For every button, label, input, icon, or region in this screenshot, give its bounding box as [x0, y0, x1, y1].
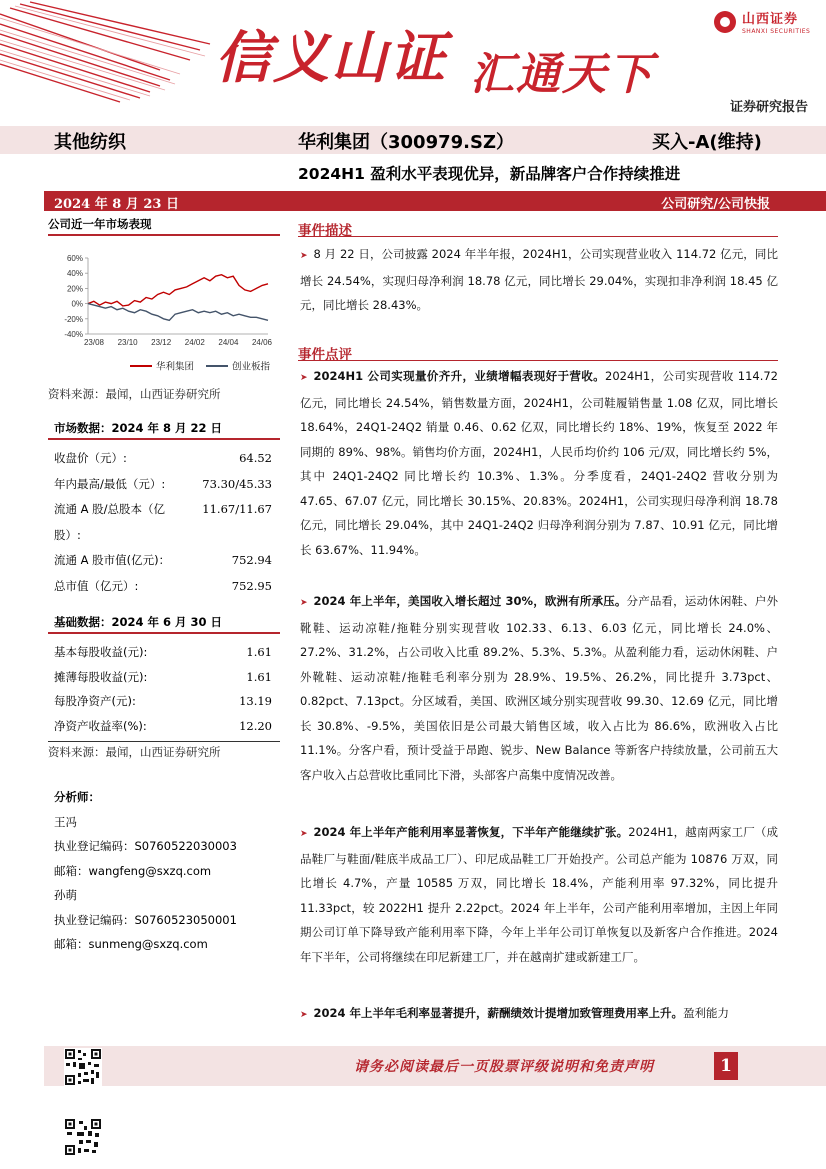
- data-value: 752.95: [231, 578, 272, 593]
- report-date: 2024 年 8 月 23 日: [54, 197, 179, 212]
- data-label: 年内最高/最低（元）:: [54, 476, 166, 491]
- analyst-line: 孙萌: [54, 888, 77, 902]
- data-value: 11.67/11.67: [202, 502, 272, 516]
- chart-legend: [130, 361, 271, 373]
- company-name: 华利集团（300979.SZ）: [298, 132, 514, 153]
- data-label: 净资产收益率(%):: [54, 718, 147, 733]
- data-row: [54, 548, 272, 574]
- series-line-1: [88, 275, 268, 306]
- event-text: 8 月 22 日，公司披露 2024 年半年报，2024H1，公司实现营业收入 114.72 亿元，同比增长 24.54%，实现归母净利润 18.78 亿元，同比增长 29.04%，实现扣非净利润 18.45 亿元，同比增长 28.43%。: [300, 247, 778, 312]
- qr-code-icon[interactable]: [64, 1048, 102, 1086]
- p3-text: 2024H1，越南两家工厂（成品鞋厂与鞋面/鞋底半成品工厂）、印尼成品鞋工厂开始投产。公司总产能为 10876 万双，同比增长 4.7%，产量 10585 万双，同比增长 18.4%，产能利用率 97.32%，同比提升 11.33pct，较 2022H1 提升 2.22pct。2024 年上半年，公司产能利用率增加，主因上年同期公司订单下降导致产能利用率下降，今年上半年公司订单恢复以及新客户合作推进。2024 年下半年，公司将继续在印尼新建工厂，并在越南扩建或新建工厂。: [300, 825, 778, 964]
- slogan-part1: 信义山证: [215, 25, 447, 91]
- data-value: 752.94: [231, 553, 272, 567]
- data-label: 流通 A 股市值(亿元)：: [54, 553, 171, 567]
- market-chart-title: 公司近一年市场表现: [48, 216, 280, 236]
- y-tick-label: -20%: [64, 314, 83, 324]
- disclaimer-notice[interactable]: 请务必阅读最后一页股票评级说明和免责声明: [354, 1059, 654, 1075]
- data-row: [54, 665, 272, 690]
- data-value: 12.20: [239, 718, 272, 733]
- logo-en: SHANXI SECURITIES: [742, 28, 811, 35]
- x-tick-label: 24/06: [251, 338, 273, 347]
- basic-data-section: [54, 614, 272, 738]
- decorative-streaks: [0, 0, 230, 128]
- y-tick-label: 0%: [71, 299, 83, 309]
- y-axis: [64, 254, 88, 339]
- data-label: 基本每股收益(元):: [54, 645, 148, 659]
- data-value: 64.52: [239, 451, 272, 465]
- chart-lines: [88, 275, 268, 321]
- arrow-bullet-icon: ➤: [300, 251, 308, 261]
- analyst-line: 执业登记编码：S0760523050001: [54, 912, 237, 927]
- data-label: 总市值（亿元）:: [54, 578, 139, 593]
- comment-paragraph-4: [300, 1001, 778, 1028]
- arrow-bullet-icon: ➤: [300, 373, 308, 383]
- data-value: 73.30/45.33: [202, 476, 272, 491]
- event-paragraph: [300, 242, 778, 318]
- data-value: 1.61: [246, 669, 272, 684]
- y-tick-label: 20%: [66, 284, 83, 294]
- data-label: 每股净资产(元):: [54, 694, 136, 708]
- basic-data-title: 基础数据：2024 年 6 月 30 日: [48, 614, 280, 634]
- market-data-section: [54, 420, 272, 599]
- analysts: [54, 785, 237, 957]
- legend-label: 华利集团: [156, 361, 195, 373]
- p3-lead: 2024 年上半年产能利用率显著恢复，下半年产能继续扩张。: [313, 825, 629, 839]
- data-row: [54, 523, 272, 549]
- data-value: 1.61: [246, 645, 272, 659]
- industry: 其他纺织: [54, 132, 126, 153]
- y-tick-label: 40%: [66, 269, 83, 279]
- logo-icon: [714, 11, 736, 33]
- data-row: [54, 640, 272, 665]
- market-data-rows: [54, 446, 272, 599]
- x-axis: [84, 334, 273, 347]
- data-row: [54, 446, 272, 472]
- data-value: 13.19: [239, 694, 272, 708]
- p4-lead: 2024 年上半年毛利率显著提升，薪酬绩效计提增加致管理费用率上升。: [313, 1006, 684, 1020]
- y-tick-label: 60%: [66, 254, 83, 263]
- comment-rule: [298, 360, 778, 361]
- company-logo: [714, 8, 810, 35]
- p2-lead: 2024 年上半年，美国收入增长超过 30%，欧洲有所承压。: [313, 594, 627, 608]
- data-row: [54, 689, 272, 714]
- comment-paragraph-1: [300, 364, 778, 562]
- header-banner: [0, 0, 826, 128]
- p4-text: 盈利能力: [683, 1006, 730, 1020]
- event-title: 事件描述: [298, 223, 352, 239]
- arrow-bullet-icon: ➤: [300, 1010, 308, 1020]
- comment-title: 事件点评: [298, 347, 352, 363]
- analyst-line: 王冯: [54, 814, 77, 829]
- legend-label: 创业板指: [232, 361, 271, 373]
- x-tick-label: 24/04: [218, 338, 239, 347]
- p2-text: 分产品看，运动休闲鞋、户外靴鞋、运动凉鞋/拖鞋分别实现营收 102.33、6.13、6.03 亿元，同比增长 24.0%、27.2%、31.2%，占公司收入比重 89.2%、5.3%、5.3%。从盈利能力看，运动休闲鞋、户外靴鞋、运动凉鞋/拖鞋毛利率分别为 28.9%、19.5%、26.2%，同比提升 3.73pct、0.82pct、7.13pct。分区域看，美国、欧洲区域分别实现营收 99.30、12.69 亿元，同比增长 30.8%、-9.5%，美国依旧是公司最大销售区域，收入占比为 86.6%，欧洲收入占比 11.1%。分客户看，预计受益于昂跑、锐步、New Balance 等新客户持续放量，公司前五大客户收入占总营收比重同比下滑，头部客户高集中度情况改善。: [300, 594, 778, 782]
- chart-source: 资料来源：最闻，山西证券研究所: [48, 387, 221, 401]
- analyst-email[interactable]: 邮箱：wangfeng@sxzq.com: [54, 863, 212, 878]
- market-performance-chart: [54, 250, 280, 380]
- market-data-title: 市场数据：2024 年 8 月 22 日: [48, 420, 280, 440]
- report-type: 证券研究报告: [729, 100, 808, 115]
- basic-data-rows: [54, 640, 272, 738]
- qr-code-icon-secondary[interactable]: [64, 1118, 102, 1156]
- basic-data-source: 资料来源：最闻，山西证券研究所: [48, 741, 280, 760]
- event-rule: [298, 236, 778, 237]
- x-tick-label: 23/10: [117, 338, 138, 347]
- arrow-bullet-icon: ➤: [300, 598, 308, 608]
- data-label: 收盘价（元）:: [54, 451, 127, 465]
- headline: 2024H1 盈利水平表现优异，新品牌客户合作持续推进: [298, 165, 681, 183]
- data-label: 股）:: [54, 527, 81, 542]
- arrow-bullet-icon: ➤: [300, 829, 308, 839]
- comment-paragraph-3: [300, 820, 778, 969]
- data-row: [54, 714, 272, 739]
- report-tag: 公司研究/公司快报: [661, 197, 770, 212]
- x-tick-label: 23/12: [151, 338, 172, 347]
- data-row: [54, 497, 272, 523]
- data-label: 流通 A 股/总股本（亿: [54, 502, 166, 516]
- slogan-part2: 汇通天下: [470, 49, 654, 100]
- x-tick-label: 23/08: [83, 338, 105, 347]
- data-label: 摊薄每股收益(元):: [54, 669, 148, 684]
- analyst-line: 执业登记编码：S0760522030003: [54, 839, 237, 853]
- analyst-email[interactable]: 邮箱：sunmeng@sxzq.com: [54, 937, 208, 951]
- p1-text: 2024H1，公司实现营收 114.72 亿元，同比增长 24.54%，销售数量方面，2024H1，公司鞋履销售量 1.08 亿双，同比增长 18.64%，24Q1-24Q2 销量 0.46、0.62 亿双，同比增长约 18%、19%，恢复至 2022 年同期的 89%、98%。销售均价方面，2024H1，人民币均价约 106 元/双，同比增长约 5%，其中 24Q1-24Q2 同比增长约 10.3%、1.3%。分季度看，24Q1-24Q2 营收分别为 47.65、67.07 亿元，同比增长 30.15%、20.83%。2024H1，公司实现归母净利润 18.78 亿元，同比增长 29.04%，其中 24Q1-24Q2 归母净利润分别为 7.87、10.91 亿元，同比增长 63.67%、11.94%。: [300, 369, 778, 557]
- p1-lead: 2024H1 公司实现量价齐升，业绩增幅表现好于营收。: [313, 369, 606, 383]
- analysts-title: 分析师：: [54, 790, 100, 804]
- comment-paragraph-2: [300, 589, 778, 787]
- y-tick-label: -40%: [64, 330, 83, 339]
- left-column: [48, 216, 280, 236]
- series-line-2: [88, 304, 268, 321]
- data-row: [54, 574, 272, 600]
- logo-cn: 山西证券: [742, 12, 799, 27]
- x-tick-label: 24/02: [184, 338, 205, 347]
- page-number: 1: [714, 1052, 738, 1080]
- rating: 买入-A(维持): [652, 132, 762, 153]
- data-row: [54, 472, 272, 498]
- date-bar: [44, 191, 826, 211]
